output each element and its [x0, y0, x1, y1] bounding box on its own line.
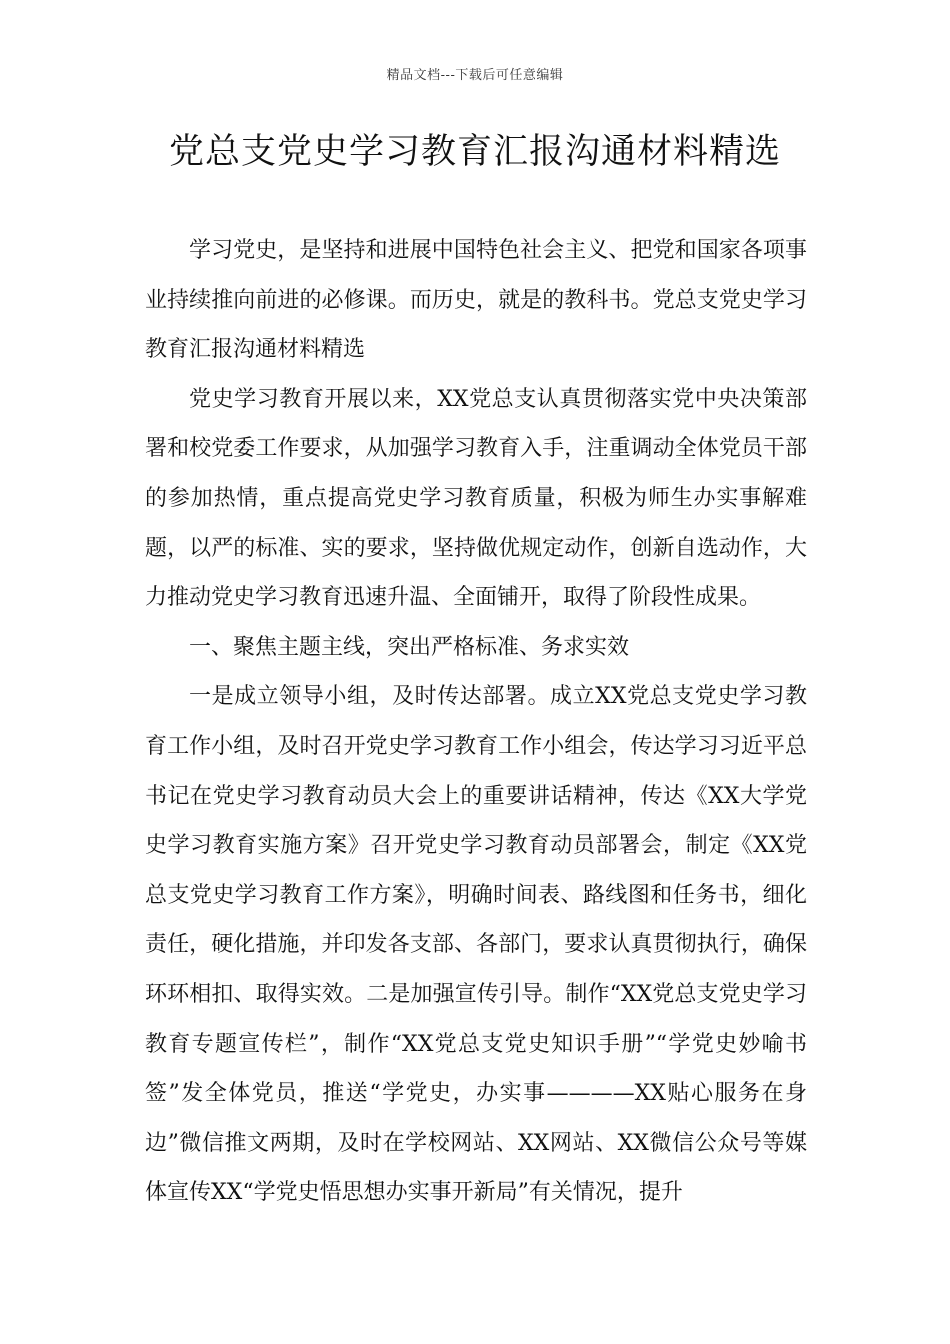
- paragraph-overview: 党史学习教育开展以来，XX党总支认真贯彻落实党中央决策部署和校党委工作要求，从加强学习教育入手，注重调动全体党员干部的参加热情，重点提高党史学习教育质量，积极为师生办实事解难题，以严的标准、实的要求，坚持做优规定动作，创新自选动作，大力推动党史学习教育迅速升温、全面铺开，取得了阶段性成果。: [145, 386, 807, 611]
- document-title: 党总支党史学习教育汇报沟通材料精选: [168, 132, 781, 172]
- document-body: [145, 226, 807, 1218]
- paragraph-intro: 学习党史，是坚持和进展中国特色社会主义、把党和国家各项事业持续推向前进的必修课。而历史，就是的教科书。党总支党史学习教育汇报沟通材料精选: [145, 238, 807, 363]
- paragraph-section-1: 一是成立领导小组，及时传达部署。成立XX党总支党史学习教育工作小组，及时召开党史学习教育工作小组会，传达学习习近平总书记在党史学习教育动员大会上的重要讲话精神，传达《XX大学党史学习教育实施方案》召开党史学习教育动员部署会，制定《XX党总支党史学习教育工作方案》，明确时间表、路线图和任务书，细化责任，硬化措施，并印发各支部、各部门，要求认真贯彻执行，确保环环相扣、取得实效。二是加强宣传引导。制作“XX党总支党史学习教育专题宣传栏”，制作“XX党总支党史知识手册”“学党史妙喻书签”发全体党员，推送“学党史，办实事————XX贴心服务在身边”微信推文两期，及时在学校网站、XX网站、XX微信公众号等媒体宣传XX“学党史悟思想办实事开新局”有关情况，提升: [145, 684, 807, 1206]
- page-header-note: 精品文档---下载后可任意编辑: [386, 68, 564, 83]
- section-heading-1: 一、聚焦主题主线，突出严格标准、务求实效: [189, 634, 630, 660]
